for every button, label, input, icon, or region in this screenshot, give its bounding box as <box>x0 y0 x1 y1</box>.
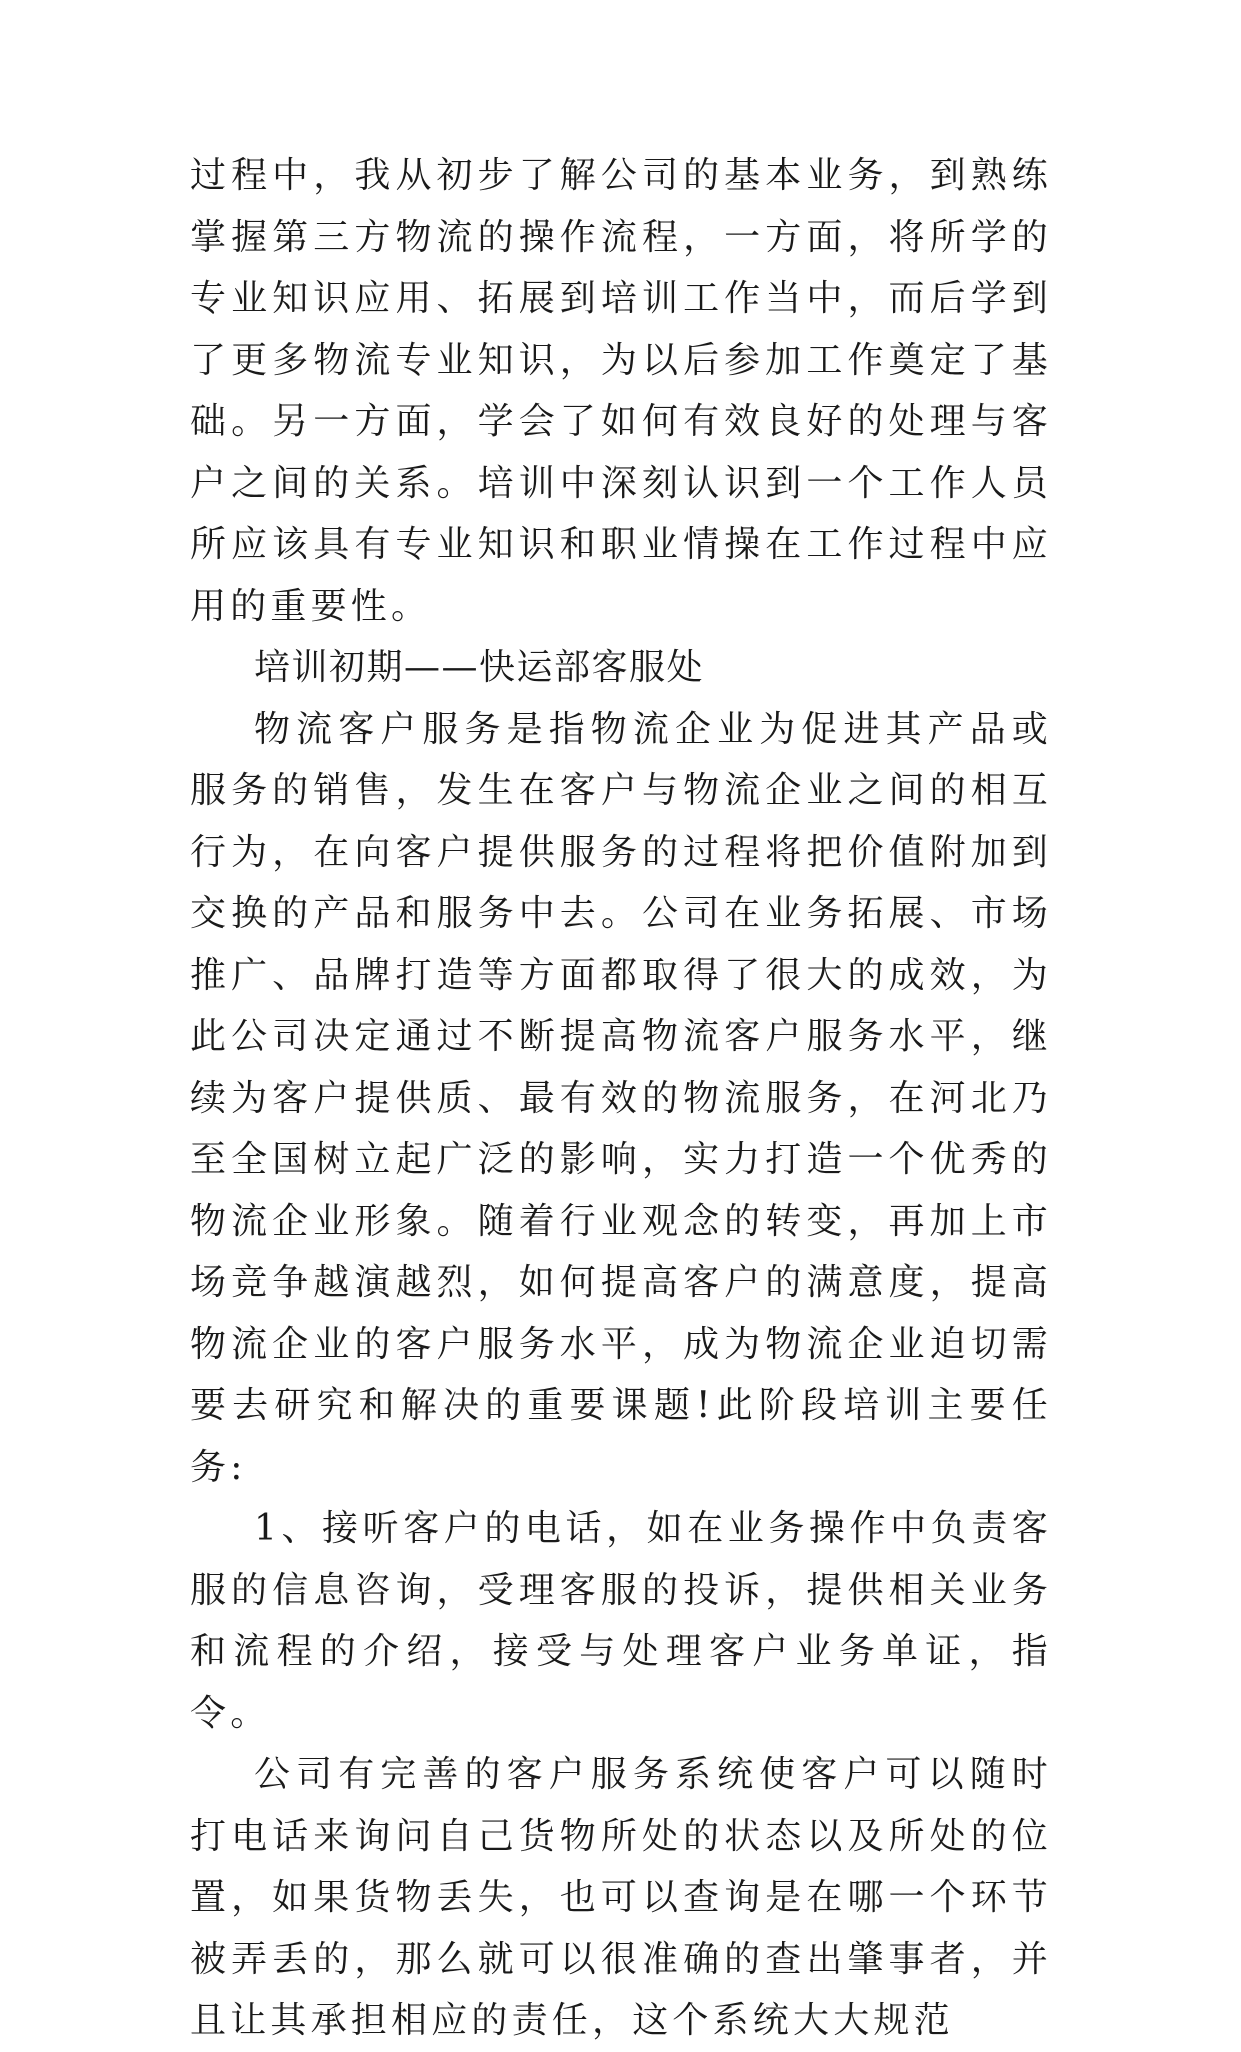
section-heading: 培训初期——快运部客服处 <box>254 647 705 688</box>
paragraph-service-system: 公司有完善的客户服务系统使客户可以随时打电话来询问自己货物所处的状态以及所处的位置，如果货物丢失，也可以查询是在哪一个环节被弄丢的，那么就可以很准确的查出肇事者，并且让其承担相应的责任，这个系统大大规范 <box>190 1754 1052 2041</box>
document-body <box>190 145 1052 2052</box>
paragraph-task-1: 1、接听客户的电话，如在业务操作中负责客服的信息咨询，受理客服的投诉，提供相关业务和流程的介绍，接受与处理客户业务单证，指令。 <box>190 1508 1052 1734</box>
paragraph-continuation: 过程中，我从初步了解公司的基本业务，到熟练掌握第三方物流的操作流程，一方面，将所学的专业知识应用、拓展到培训工作当中，而后学到了更多物流专业知识，为以后参加工作奠定了基础。另一方面，学会了如何有效良好的处理与客户之间的关系。培训中深刻认识到一个工作人员所应该具有专业知识和职业情操在工作过程中应用的重要性。 <box>190 155 1052 627</box>
paragraph-customer-service: 物流客户服务是指物流企业为促进其产品或服务的销售，发生在客户与物流企业之间的相互行为，在向客户提供服务的过程将把价值附加到交换的产品和服务中去。公司在业务拓展、市场推广、品牌打造等方面都取得了很大的成效，为此公司决定通过不断提高物流客户服务水平，继续为客户提供质、最有效的物流服务，在河北乃至全国树立起广泛的影响，实力打造一个优秀的物流企业形象。随着行业观念的转变，再加上市场竞争越演越烈，如何提高客户的满意度，提高物流企业的客户服务水平，成为物流企业迫切需要去研究和解决的重要课题!此阶段培训主要任务: <box>190 708 1052 1488</box>
